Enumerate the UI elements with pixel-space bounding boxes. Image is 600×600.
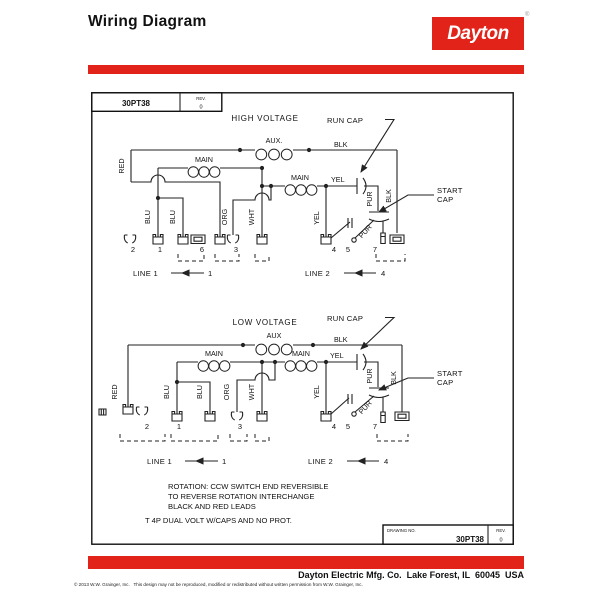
lv-num-5: 5 (345, 422, 351, 431)
lv-blk-top-label: BLK (334, 335, 348, 344)
lv-switch-pivot (352, 412, 356, 416)
hv-blk-vert-label: BLK (384, 189, 393, 203)
company-address: Dayton Electric Mfg. Co. Lake Forest, IL 60045 USA (298, 570, 524, 580)
hv-terminal-4-plug (321, 235, 331, 245)
lv-num-1: 1 (176, 422, 182, 431)
hv-aux-coil (256, 149, 292, 160)
hv-main1-coil (188, 167, 220, 177)
lv-blu-plug (205, 412, 215, 422)
copyright-line: © 2013 W.W. Grainger, Inc. This design may not be reproduced, modified or redistributed without written permission from W.W. Grainger, Inc. (74, 582, 363, 587)
drawing-number-block (383, 525, 513, 544)
hv-run-cap-leader (361, 120, 394, 173)
hv-terminal-numbers (131, 245, 377, 254)
lv-main1-label: MAIN (205, 349, 223, 358)
lv-pur-diag-label: PUR (356, 398, 374, 416)
lv-line2-target: 4 (384, 457, 389, 466)
drawing-no-value: 30PT38 (455, 535, 484, 544)
hv-num-6: 6 (199, 245, 205, 254)
lv-terminal-4-plug (321, 412, 331, 422)
dayton-logo-text: Dayton (447, 22, 509, 44)
wiring-diagram (91, 92, 514, 545)
hv-plug-brackets (178, 254, 405, 261)
lv-terminal-3-fork (231, 412, 242, 420)
lv-terminal-1-plug (172, 412, 182, 422)
lv-pur-vert-label: PUR (365, 368, 374, 384)
hv-title: HIGH VOLTAGE (231, 114, 299, 123)
hv-pur-diag-label: PUR (356, 222, 374, 240)
hv-terminal-3-fork (227, 235, 238, 243)
lv-main2-label: MAIN (292, 349, 310, 358)
lv-start-cap-label2: CAP (437, 378, 454, 387)
hv-org-label: ORG (220, 208, 229, 226)
lv-aux-label: AUX (266, 331, 282, 340)
hv-line-callouts (133, 269, 386, 278)
lv-wht-plug (257, 412, 267, 422)
lv-start-cap-label1: START (437, 369, 463, 378)
lv-main2-coil (285, 361, 317, 371)
lv-num-3: 3 (237, 422, 243, 431)
hv-terminal-6-plug (191, 235, 205, 244)
hv-blk-plug (390, 235, 404, 244)
hv-line2-target: 4 (381, 269, 386, 278)
hv-pur-vert-label: PUR (365, 191, 374, 207)
lv-blu1-label: BLU (162, 385, 171, 399)
hv-wht-label: WHT (247, 208, 256, 226)
hv-run-cap-label: RUN CAP (327, 116, 364, 125)
hv-start-cap-label1: START (437, 186, 463, 195)
lv-line-callouts (147, 457, 389, 466)
lv-blk-plug (395, 412, 409, 421)
hv-red-label: RED (117, 158, 126, 174)
hv-main2-coil (285, 185, 317, 195)
lv-title: LOW VOLTAGE (232, 318, 298, 327)
rev-label: REV. (196, 96, 206, 101)
lv-run-cap-leader (361, 318, 394, 350)
hv-main2-label: MAIN (291, 173, 309, 182)
red-bar-top (88, 65, 524, 74)
hv-num-2: 2 (130, 245, 136, 254)
hv-main1-label: MAIN (195, 155, 213, 164)
lv-line1-arrow (195, 457, 204, 464)
hv-num-5: 5 (345, 245, 351, 254)
lv-org-label: ORG (222, 383, 231, 401)
hv-red-plug (215, 235, 225, 245)
lv-blk-vert-label: BLK (389, 371, 398, 385)
drawing-rev-label: REV. (496, 528, 506, 533)
lv-line2-label: LINE 2 (308, 457, 334, 466)
lv-num-2: 2 (144, 422, 150, 431)
lv-run-cap-label: RUN CAP (327, 314, 364, 323)
hv-blu-plug (178, 235, 188, 245)
lv-terminal-7-plug (381, 412, 385, 423)
hv-line1-arrow (181, 269, 190, 276)
hv-blu1-label: BLU (143, 210, 152, 224)
lv-terminal-2-fork (136, 407, 147, 415)
hv-yel-node-label: YEL (331, 175, 345, 184)
lv-spare-plug (99, 409, 106, 415)
hv-start-cap-plate2 (369, 219, 389, 222)
type-note: T 4P DUAL VOLT W/CAPS AND NO PROT. (145, 516, 292, 525)
hv-switch-pivot (352, 238, 356, 242)
lv-red-label: RED (110, 384, 119, 400)
hv-terminal-2-fork (124, 235, 135, 243)
lv-yel-label: YEL (312, 385, 321, 399)
lv-yel-node-label: YEL (330, 351, 344, 360)
lv-line1-target: 1 (222, 457, 227, 466)
red-bar-bottom (88, 556, 524, 569)
hv-aux-label: AUX. (265, 136, 283, 145)
drawing-rev-value: 0 (499, 537, 503, 544)
hv-num-1: 1 (157, 245, 163, 254)
diagram-frame (92, 93, 513, 544)
hv-blk-top-label: BLK (334, 140, 348, 149)
hv-terminal-7-plug (381, 233, 385, 244)
hv-line1-target: 1 (208, 269, 213, 278)
hv-num-4: 4 (331, 245, 337, 254)
hv-line1-label: LINE 1 (133, 269, 159, 278)
model-number: 30PT38 (121, 99, 151, 108)
hv-blu2-label: BLU (168, 210, 177, 224)
lv-num-4: 4 (331, 422, 337, 431)
rotation-note-line1: ROTATION: CCW SWITCH END REVERSIBLE (168, 482, 329, 491)
hv-start-cap-label2: CAP (437, 195, 454, 204)
registered-mark: ® (525, 12, 530, 18)
notes (145, 482, 328, 525)
rotation-note-line2: TO REVERSE ROTATION INTERCHANGE (168, 492, 315, 501)
lv-plug-brackets (120, 434, 408, 441)
title-block (92, 93, 222, 112)
lv-aux-coil (256, 344, 292, 355)
low-voltage-circuit (99, 314, 463, 466)
hv-wht-plug (257, 235, 267, 245)
lv-main1-coil (198, 361, 230, 371)
lv-line1-label: LINE 1 (147, 457, 173, 466)
lv-line2-arrow (357, 457, 366, 464)
lv-labels (110, 331, 398, 416)
rev-value: 0 (199, 104, 203, 111)
high-voltage-circuit (117, 114, 463, 278)
hv-num-3: 3 (233, 245, 239, 254)
lv-terminal-numbers (145, 422, 377, 431)
lv-blu2-label: BLU (195, 385, 204, 399)
lv-num-7: 7 (372, 422, 378, 431)
lv-wires (128, 345, 402, 414)
hv-line2-label: LINE 2 (305, 269, 331, 278)
lv-wht-label: WHT (247, 383, 256, 401)
hv-line2-arrow (354, 269, 363, 276)
dayton-logo (432, 17, 524, 50)
drawing-no-label: DRAWING NO. (387, 528, 416, 533)
rotation-note-line3: BLACK AND RED LEADS (168, 502, 256, 511)
document-title: Wiring Diagram (88, 13, 207, 30)
hv-yel-label: YEL (312, 211, 321, 225)
hv-terminal-1-plug (153, 235, 163, 245)
lv-red-plug (123, 405, 133, 415)
hv-num-7: 7 (372, 245, 378, 254)
